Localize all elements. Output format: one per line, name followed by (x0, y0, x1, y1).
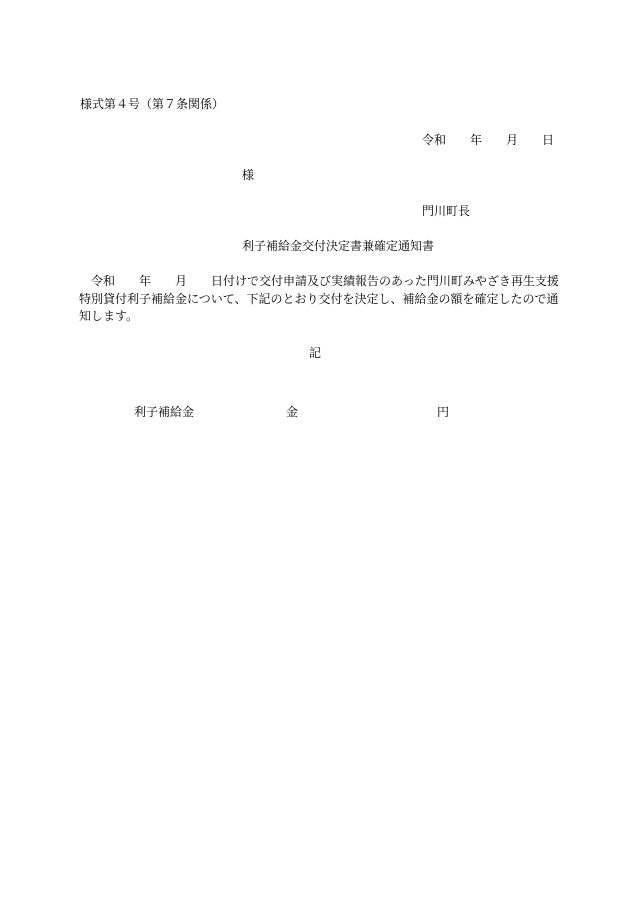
body-line: 知します。 (79, 309, 139, 323)
document-title: 利子補給金交付決定書兼確定通知書 (242, 239, 435, 253)
body-line: 令和 年 月 日付けで交付申請及び実績報告のあった門川町みやざき再生支援 (79, 274, 559, 288)
date-line: 令和 年 月 日 (422, 133, 555, 147)
amount-label: 利子補給金 (134, 405, 195, 419)
body-paragraph (79, 273, 559, 326)
ki-heading: 記 (309, 346, 322, 360)
amount-yen: 円 (437, 405, 450, 419)
amount-kin: 金 (286, 405, 299, 419)
body-line: 特別貸付利子補給金について、下記のとおり交付を決定し、補給金の額を確定したので通 (79, 291, 559, 306)
form-number: 様式第４号（第７条関係） (80, 97, 225, 111)
addressee-suffix: 様 (242, 168, 255, 182)
issuer-name: 門川町長 (422, 204, 471, 218)
